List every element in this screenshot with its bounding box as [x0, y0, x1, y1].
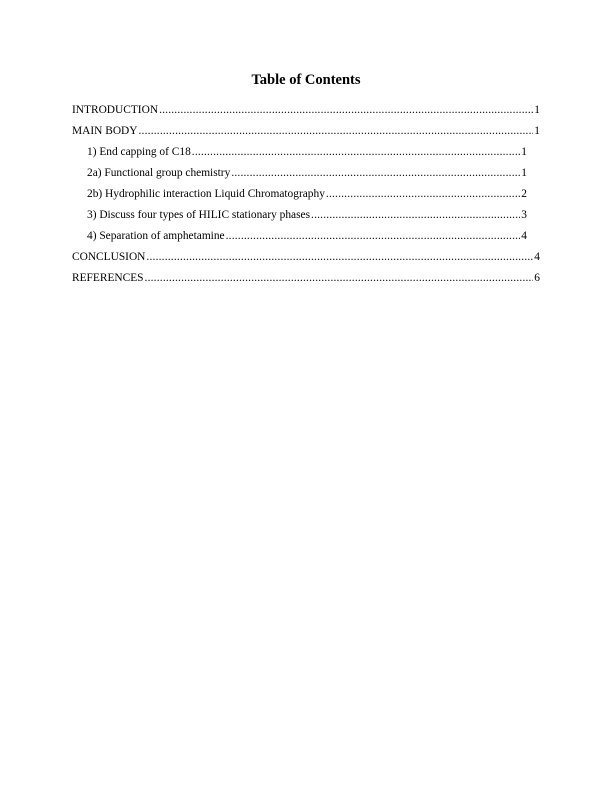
toc-entry-references[interactable] — [72, 268, 540, 289]
toc-title: Table of Contents — [251, 72, 361, 88]
toc-entry-introduction[interactable] — [72, 100, 540, 121]
toc-entry-main-body[interactable] — [72, 121, 540, 142]
toc-page-number: 4 — [521, 230, 527, 242]
toc-dot-leader — [139, 121, 534, 142]
toc-dot-leader — [231, 163, 520, 184]
toc-page-number: 2 — [521, 188, 527, 200]
toc-page-number: 1 — [534, 125, 540, 137]
toc-entry-text: 1) End capping of C18 — [87, 146, 191, 158]
toc-entry-hilic[interactable] — [72, 184, 527, 205]
toc-entry-amphetamine[interactable] — [72, 226, 527, 247]
toc-entry-text: 3) Discuss four types of HILIC stationary phases — [87, 209, 311, 221]
toc-list — [72, 100, 542, 289]
toc-entry-text: 4) Separation of amphetamine — [87, 230, 225, 242]
toc-page-number: 1 — [521, 167, 527, 179]
toc-dot-leader — [145, 268, 534, 289]
toc-entry-stationary-phases[interactable] — [72, 205, 527, 226]
toc-entry-text: MAIN BODY — [72, 125, 138, 137]
toc-dot-leader — [192, 142, 521, 163]
toc-page-number: 3 — [521, 209, 527, 221]
toc-page-number: 4 — [534, 251, 540, 263]
toc-page-number: 1 — [521, 146, 527, 158]
toc-entry-functional-group[interactable] — [72, 163, 527, 184]
toc-entry-text: 2b) Hydrophilic interaction Liquid Chromatography — [87, 188, 325, 200]
toc-entry-text: REFERENCES — [72, 272, 144, 284]
toc-page-number: 6 — [534, 272, 540, 284]
toc-dot-leader — [326, 184, 520, 205]
toc-dot-leader — [146, 247, 533, 268]
toc-entry-conclusion[interactable] — [72, 247, 540, 268]
toc-entry-text: CONCLUSION — [72, 251, 146, 263]
toc-page-number: 1 — [534, 104, 540, 116]
toc-entry-end-capping[interactable] — [72, 142, 527, 163]
toc-entry-text: INTRODUCTION — [72, 104, 159, 116]
toc-entry-text: 2a) Functional group chemistry — [87, 167, 231, 179]
toc-dot-leader — [226, 226, 521, 247]
toc-dot-leader — [159, 100, 533, 121]
toc-dot-leader — [311, 205, 520, 226]
